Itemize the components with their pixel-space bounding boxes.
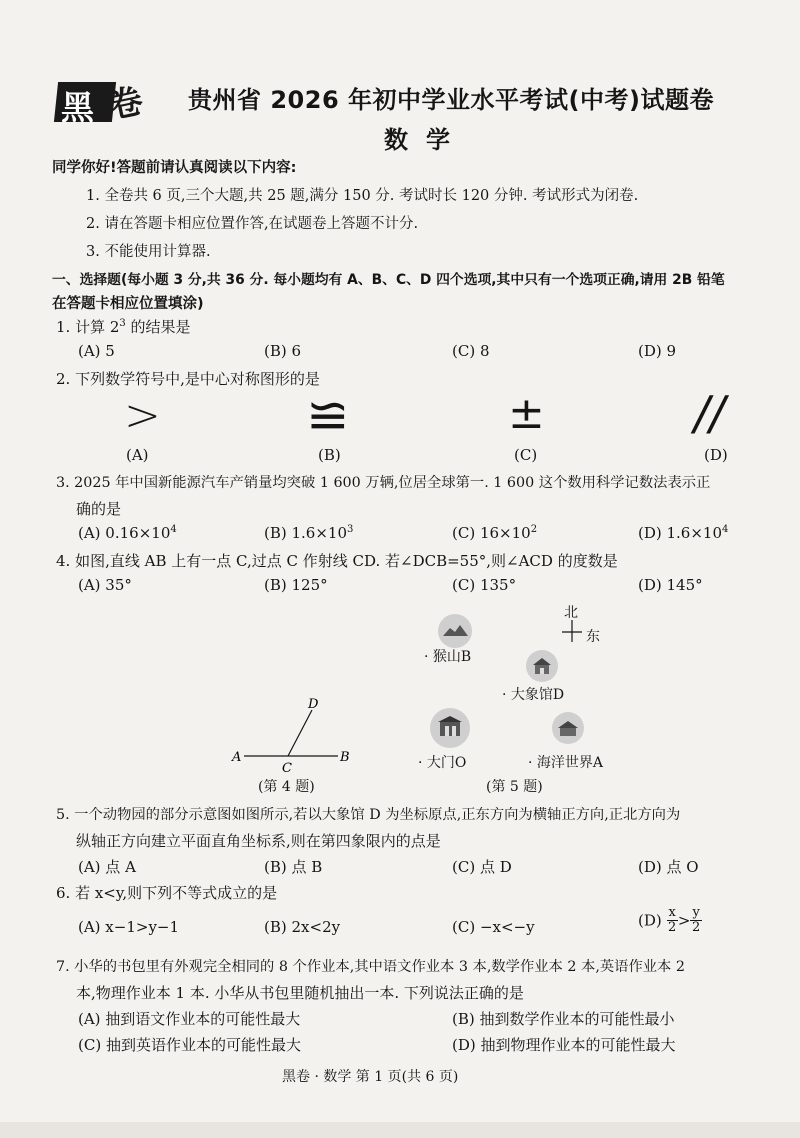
q1-option-b: (B) 6 bbox=[264, 342, 302, 360]
elephant-hall-icon bbox=[526, 650, 558, 682]
q1-exponent: 3 bbox=[119, 318, 126, 329]
q7-option-b: (B) 抽到数学作业本的可能性最小 bbox=[452, 1010, 675, 1028]
q1-option-d: (D) 9 bbox=[638, 342, 677, 360]
q1-option-a: (A) 5 bbox=[78, 342, 115, 360]
fraction-x-over-2 bbox=[667, 906, 678, 935]
q7-option-c: (C) 抽到英语作业本的可能性最大 bbox=[78, 1036, 301, 1054]
question-6-stem: 6. 若 x<y,则下列不等式成立的是 bbox=[56, 884, 278, 902]
q2-symbol-c: ± bbox=[508, 388, 545, 439]
q6-option-c: (C) −x<−y bbox=[452, 918, 535, 936]
ocean-world-icon bbox=[552, 712, 584, 744]
point-gate: · 大门O bbox=[418, 755, 467, 771]
page-footer: 黑卷 · 数学 第 1 页(共 6 页) bbox=[282, 1069, 459, 1085]
notice-item-2: 2. 请在答题卡相应位置作答,在试题卷上答题不计分. bbox=[86, 216, 419, 232]
exam-title: 贵州省 2026 年初中学业水平考试(中考)试题卷 bbox=[188, 86, 714, 114]
notice-greeting: 同学你好!答题前请认真阅读以下内容: bbox=[52, 160, 297, 176]
q3-option-d-exp: 4 bbox=[722, 524, 729, 535]
label-c: C bbox=[282, 761, 292, 774]
q5-option-c: (C) 点 D bbox=[452, 858, 512, 876]
notice-item-3: 3. 不能使用计算器. bbox=[86, 244, 211, 260]
logo-char-2: 卷 bbox=[104, 80, 147, 128]
question-1-stem bbox=[56, 316, 191, 337]
q4-figure bbox=[226, 694, 356, 774]
q6-option-d-gt: > bbox=[677, 911, 691, 930]
point-elephant-hall: · 大象馆D bbox=[502, 687, 565, 703]
q3-option-c-exp: 2 bbox=[530, 524, 538, 535]
q3-option-d-base: (D) 1.6×10 bbox=[638, 524, 723, 542]
fraction-num-y: y bbox=[692, 905, 700, 920]
fraction-den-1: 2 bbox=[668, 920, 677, 935]
q2-label-a: (A) bbox=[126, 446, 149, 464]
q7-option-a: (A) 抽到语文作业本的可能性最大 bbox=[78, 1010, 301, 1028]
q3-option-b-exp: 3 bbox=[347, 524, 354, 535]
question-5-line-2: 纵轴正方向建立平面直角坐标系,则在第四象限内的点是 bbox=[76, 832, 441, 850]
compass-east: 东 bbox=[586, 629, 600, 645]
logo-char-1: 黑 bbox=[61, 88, 94, 127]
q2-label-c: (C) bbox=[514, 446, 538, 464]
section-heading-line-2: 在答题卡相应位置填涂) bbox=[52, 296, 204, 312]
q5-option-a: (A) 点 A bbox=[78, 858, 136, 876]
point-monkey-hill: · 猴山B bbox=[424, 649, 472, 665]
q6-option-d bbox=[638, 906, 702, 935]
section-heading-line-1: 一、选择题(每小题 3 分,共 36 分. 每小题均有 A、B、C、D 四个选项,其中只有一个选项正确,请用 2B 铅笔 bbox=[52, 272, 725, 288]
q3-option-a-exp: 4 bbox=[170, 524, 177, 535]
scan-edge bbox=[0, 1122, 800, 1138]
mountain-icon bbox=[438, 614, 472, 648]
fraction-den-2: 2 bbox=[691, 920, 701, 935]
q6-option-a: (A) x−1>y−1 bbox=[78, 918, 180, 936]
q4-option-a: (A) 35° bbox=[78, 576, 132, 594]
question-5-line-1: 5. 一个动物园的部分示意图如图所示,若以大象馆 D 为坐标原点,正东方向为横轴正方向,正北方向为 bbox=[56, 807, 681, 823]
q1-stem-b: 的结果是 bbox=[125, 318, 191, 336]
q7-option-d: (D) 抽到物理作业本的可能性最大 bbox=[452, 1036, 676, 1054]
ray-cd bbox=[288, 710, 312, 756]
question-3-line-1: 3. 2025 年中国新能源汽车产销量均突破 1 600 万辆,位居全球第一. 1 600 这个数用科学记数法表示正 bbox=[56, 475, 711, 491]
fraction-y-over-2 bbox=[690, 906, 701, 935]
question-4-stem: 4. 如图,直线 AB 上有一点 C,过点 C 作射线 CD. 若∠DCB=55°,则∠ACD 的度数是 bbox=[56, 552, 618, 570]
q3-option-d bbox=[638, 524, 728, 542]
q3-option-b bbox=[264, 524, 353, 542]
question-3-line-2: 确的是 bbox=[76, 500, 122, 518]
q2-label-b: (B) bbox=[318, 446, 341, 464]
q4-option-b: (B) 125° bbox=[264, 576, 328, 594]
gate-icon bbox=[430, 708, 470, 748]
question-2-stem: 2. 下列数学符号中,是中心对称图形的是 bbox=[56, 370, 320, 388]
label-d: D bbox=[308, 697, 319, 712]
q4-option-d: (D) 145° bbox=[638, 576, 703, 594]
label-a: A bbox=[232, 750, 242, 765]
q3-option-c bbox=[452, 524, 537, 542]
question-7-line-1: 7. 小华的书包里有外观完全相同的 8 个作业本,其中语文作业本 3 本,数学作业本 2 本,英语作业本 2 bbox=[56, 959, 685, 975]
q4-caption: (第 4 题) bbox=[258, 779, 315, 795]
q2-label-d: (D) bbox=[704, 446, 728, 464]
q6-option-b: (B) 2x<2y bbox=[264, 918, 341, 936]
q3-option-b-base: (B) 1.6×10 bbox=[264, 524, 348, 542]
q5-option-b: (B) 点 B bbox=[264, 858, 323, 876]
question-7-line-2: 本,物理作业本 1 本. 小华从书包里随机抽出一本. 下列说法正确的是 bbox=[76, 984, 524, 1002]
brand-logo bbox=[56, 78, 148, 128]
q2-symbol-b: ≌ bbox=[306, 386, 350, 446]
point-ocean-world: · 海洋世界A bbox=[528, 755, 604, 771]
q1-stem-a: 1. 计算 2 bbox=[56, 318, 120, 336]
q6-option-d-label: (D) bbox=[638, 911, 662, 930]
fraction-num-x: x bbox=[668, 905, 676, 920]
compass-cross bbox=[560, 620, 584, 644]
q1-option-c: (C) 8 bbox=[452, 342, 490, 360]
q2-symbol-a: > bbox=[124, 390, 161, 441]
q2-symbol-d: // bbox=[694, 386, 725, 440]
exam-subject: 数学 bbox=[384, 126, 468, 154]
q3-option-a-base: (A) 0.16×10 bbox=[78, 524, 171, 542]
notice-item-1: 1. 全卷共 6 页,三个大题,共 25 题,满分 150 分. 考试时长 120 分钟. 考试形式为闭卷. bbox=[86, 188, 639, 204]
q3-option-c-base: (C) 16×10 bbox=[452, 524, 531, 542]
q5-option-d: (D) 点 O bbox=[638, 858, 699, 876]
compass-north: 北 bbox=[564, 605, 578, 621]
q5-caption: (第 5 题) bbox=[486, 779, 543, 795]
q4-option-c: (C) 135° bbox=[452, 576, 517, 594]
q3-option-a bbox=[78, 524, 177, 542]
label-b: B bbox=[340, 750, 350, 765]
